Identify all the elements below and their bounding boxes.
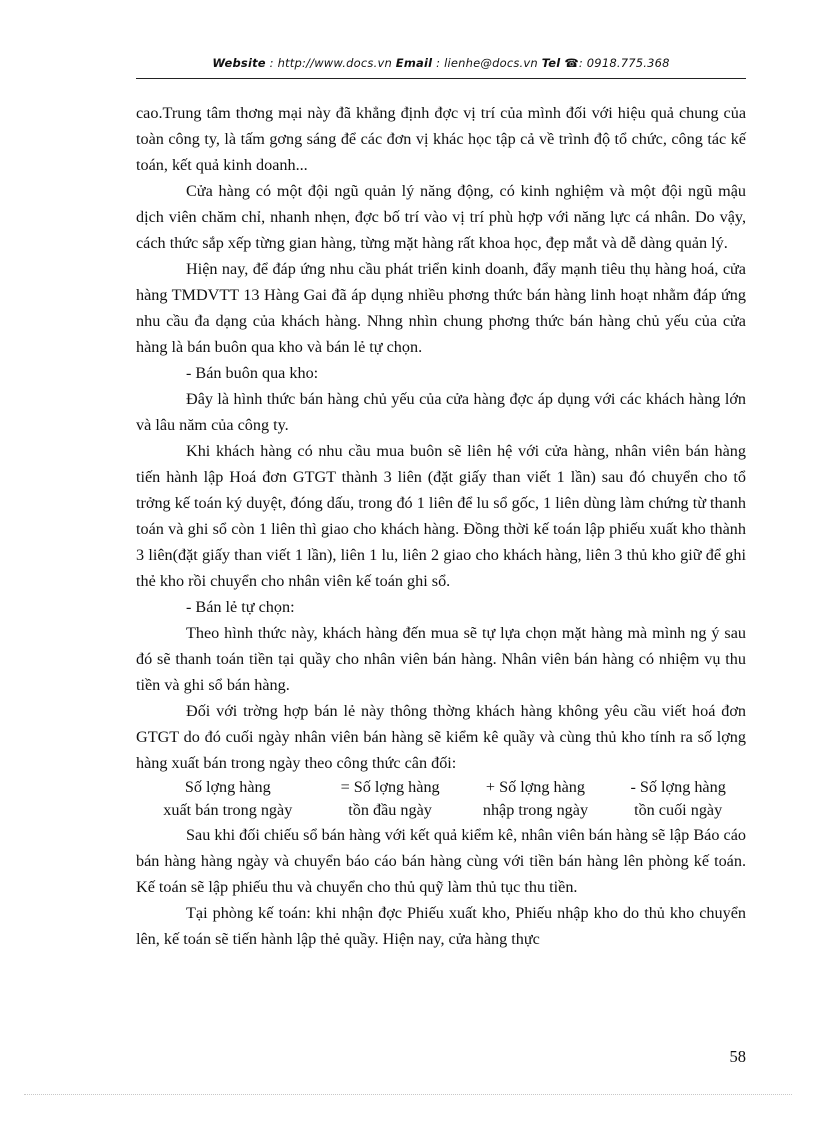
website-url: : http://www.docs.vn — [269, 56, 392, 70]
page-header — [136, 56, 746, 70]
footer-rule — [24, 1094, 792, 1095]
paragraph-5: Khi khách hàng có nhu cầu mua buôn sẽ liên hệ với cửa hàng, nhân viên bán hàng tiến hành lập Hoá đơn GTGT thành 3 liên (đặt giấy than viết 1 lần) sau đó chuyển cho tổ trởng kế toán ký duyệt, đóng dấu, trong đó 1 liên để lu sổ gốc, 1 liên dùng làm chứng từ thanh toán và ghi sổ còn 1 liên thì giao cho khách hàng. Đồng thời kế toán lập phiếu xuất kho thành 3 liên(đặt giấy than viết 1 lần), liên 1 lu, liên 2 giao cho khách hàng, liên 3 thủ kho giữ để ghi thẻ kho rồi chuyển cho nhân viên kế toán ghi sổ. — [136, 442, 746, 590]
formula-sub-3: nhập trong ngày — [482, 801, 589, 819]
paragraph-2: Cửa hàng có một đội ngũ quản lý năng động, có kinh nghiệm và một đội ngũ mậu dịch viên chăm chỉ, nhanh nhẹn, đợc bố trí vào vị trí phù hợp với năng lực cá nhân. Do vậy, cách thức sắp xếp từng gian hàng, từng mặt hàng rất khoa học, đẹp mắt và dễ dàng quản lý. — [136, 182, 746, 252]
formula-term-3: + Số lợng hàng — [485, 778, 585, 796]
formula-term-2: = Số lợng hàng — [340, 778, 440, 796]
page-number: 58 — [729, 1047, 746, 1066]
paragraph-1: cao.Trung tâm thơng mại này đã khẳng định đợc vị trí của mình đối với hiệu quả chung của toàn công ty, là tấm gơng sáng để các đơn vị khác học tập cả về trình độ tổ chức, công tác kế toán, kết quả kinh doanh... — [136, 104, 746, 174]
balance-formula — [136, 776, 746, 822]
tel-value: ☎: 0918.775.368 — [564, 56, 670, 70]
paragraph-4: Đây là hình thức bán hàng chủ yếu của cửa hàng đợc áp dụng với các khách hàng lớn và lâu năm của công ty. — [136, 390, 746, 434]
header-rule — [136, 78, 746, 79]
formula-sub-4: tồn cuối ngày — [634, 801, 723, 819]
page-body — [136, 100, 746, 952]
formula-term-4: - Số lợng hàng — [630, 778, 726, 796]
paragraph-6: Theo hình thức này, khách hàng đến mua sẽ tự lựa chọn mặt hàng mà mình ng ý sau đó sẽ thanh toán tiền tại quầy cho nhân viên bán hàng. Nhân viên bán hàng có nhiệm vụ thu tiền và ghi sổ bán hàng. — [136, 624, 746, 694]
paragraph-8: Sau khi đối chiếu sổ bán hàng với kết quả kiểm kê, nhân viên bán hàng sẽ lập Báo cáo bán hàng hàng ngày và chuyển báo cáo bán hàng cùng với tiền bán hàng lên phòng kế toán. Kế toán sẽ lập phiếu thu và chuyển cho thủ quỹ làm thủ tục thu tiền. — [136, 826, 746, 896]
heading-ban-le: - Bán lẻ tự chọn: — [186, 598, 295, 616]
paragraph-7: Đối với trờng hợp bán lẻ này thông thờng khách hàng không yêu cầu viết hoá đơn GTGT do đó cuối ngày nhân viên bán hàng sẽ kiểm kê quầy và cùng thủ kho tính ra số lợng hàng xuất bán trong ngày theo công thức cân đối: — [136, 702, 746, 772]
paragraph-9: Tại phòng kế toán: khi nhận đợc Phiếu xuất kho, Phiếu nhập kho do thủ kho chuyển lên, kế toán sẽ tiến hành lập thẻ quầy. Hiện nay, cửa hàng thực — [136, 904, 746, 948]
formula-sub-2: tồn đầu ngày — [348, 801, 432, 819]
email-value: : lienhe@docs.vn — [436, 56, 538, 70]
formula-term-1: Số lợng hàng — [184, 778, 271, 796]
formula-sub-1: xuất bán trong ngày — [163, 801, 293, 819]
heading-ban-buon: - Bán buôn qua kho: — [186, 364, 319, 382]
website-label: Website — [212, 56, 266, 70]
email-label: Email — [395, 56, 433, 70]
tel-label: Tel — [541, 56, 561, 70]
paragraph-3: Hiện nay, để đáp ứng nhu cầu phát triển kinh doanh, đẩy mạnh tiêu thụ hàng hoá, cửa hàng TMDVTT 13 Hàng Gai đã áp dụng nhiều phơng thức bán hàng linh hoạt nhằm đáp ứng nhu cầu đa dạng của khách hàng. Nhng nhìn chung phơng thức bán hàng chủ yếu của cửa hàng là bán buôn qua kho và bán lẻ tự chọn. — [136, 260, 746, 356]
